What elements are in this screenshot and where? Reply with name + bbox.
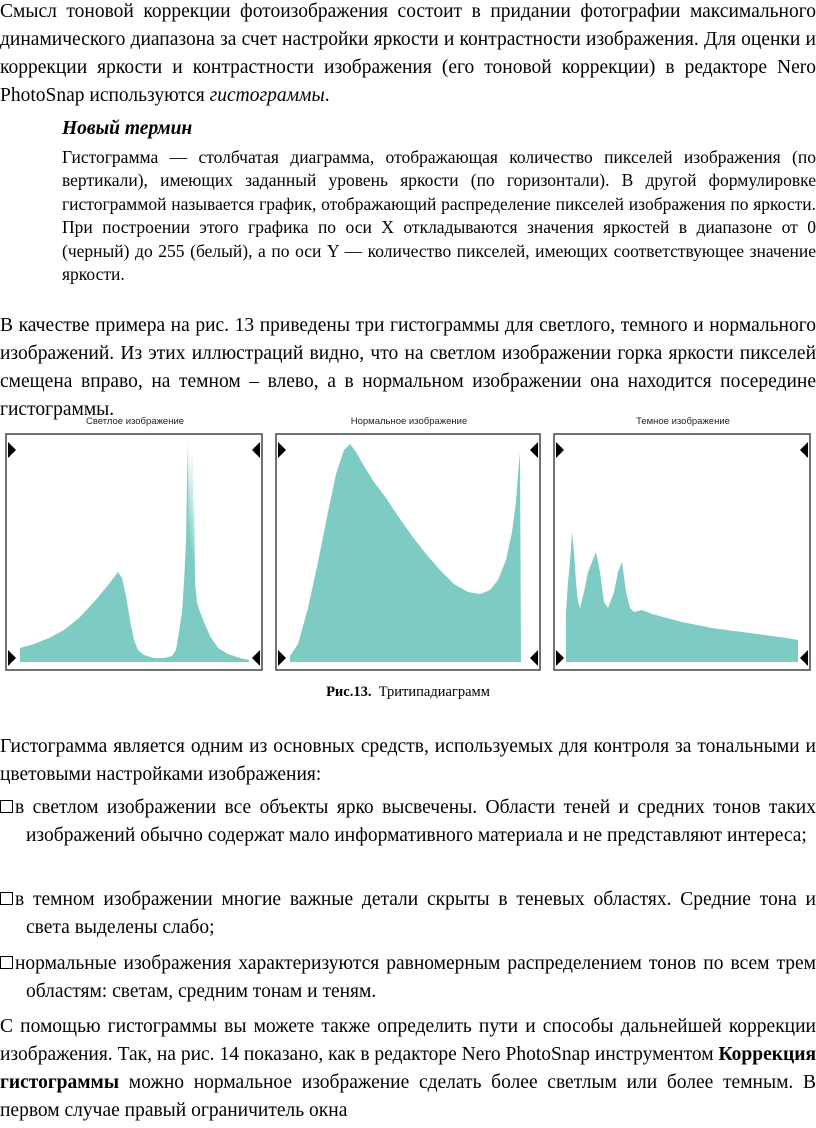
histogram-light-title: Светлое изображение: [85, 416, 185, 427]
histogram-dark-chart: [552, 412, 814, 672]
histogram-light: [4, 412, 266, 672]
new-term-definition: Гистограмма — столбчатая диаграмма, отображающая количество пикселей изображения (по вертикали), имеющих заданный уровень яркости (по горизонтали). В другой формулировке гистограммой называется график, отображающий распределение пикселей изображения по яркости. При построении этого графика по оси X откладываются значения яркостей в диапазоне от 0 (черный) до 255 (белый), а по оси Y — количество пикселей, имеющих соответствующее значение яркости.: [62, 147, 816, 285]
list-item-text: нормальные изображения характеризуются равномерным распределением тонов по всем трем областям: светам, средним тонам и теням.: [15, 953, 816, 1002]
list-item: [0, 950, 816, 1006]
histogram-normal-title: Нормальное изображение: [350, 416, 468, 427]
correction-text: С помощью гистограммы вы можете также определить пути и способы дальнейшей коррекции изображения. Так, на рис. 14 показано, как в редакторе Nero PhotoSnap инструментом: [0, 1016, 816, 1065]
correction-tool-name: Коррекция гистограммы: [0, 1044, 816, 1093]
histogram-dark: [552, 412, 814, 672]
control-paragraph: Гистограмма является одним из основных средств, используемых для контроля за тональными и цветовыми настройками изображения:: [0, 736, 816, 785]
list-item: [0, 794, 816, 850]
histogram-normal-chart: [274, 412, 544, 672]
histogram-light-chart: [4, 412, 266, 672]
histogram-dark-title: Темное изображение: [636, 416, 730, 427]
figure-caption: [0, 684, 816, 701]
list-item-text: в светлом изображении все объекты ярко высвечены. Области теней и средних тонов таких изображений обычно содержат мало информативного материала и не представляют интереса;: [15, 797, 816, 846]
intro-paragraph: [0, 0, 816, 110]
intro-end: .: [324, 85, 330, 106]
list-item: [0, 886, 816, 942]
caption-text: Тритипадиаграмм: [378, 684, 490, 700]
checkbox-bullet-icon: [0, 956, 13, 969]
new-term-title: Новый термин: [62, 118, 193, 139]
histogram-figure: [0, 412, 816, 672]
correction-text-end: можно нормальное изображение сделать более светлым или более темным. В первом случае правый ограничитель окна: [0, 1072, 816, 1121]
checkbox-bullet-icon: [0, 892, 13, 905]
intro-text: Смысл тоновой коррекции фотоизображения состоит в придании фотографии максимального динамического диапазона за счет настройки яркости и контрастности изображения. Для оценки и коррекции яркости и контрастности изображения (его тоновой коррекции) в редакторе Nero PhotoSnap используются: [0, 1, 816, 106]
example-paragraph: В качестве примера на рис. 13 приведены три гистограммы для светлого, темного и нормального изображений. Из этих иллюстраций видно, что на светлом изображении горка яркости пикселей смещена вправо, на темном – влево, а в нормальном изображении она находится посередине гистограммы.: [0, 315, 816, 420]
caption-label: Рис.13.: [326, 684, 372, 700]
intro-italic-term: гистограммы: [209, 85, 325, 106]
checkbox-bullet-icon: [0, 800, 13, 813]
histogram-normal: [274, 412, 544, 672]
correction-paragraph: [0, 1013, 816, 1125]
list-item-text: в темном изображении многие важные детали скрыты в теневых областях. Средние тона и света выделены слабо;: [15, 889, 816, 938]
